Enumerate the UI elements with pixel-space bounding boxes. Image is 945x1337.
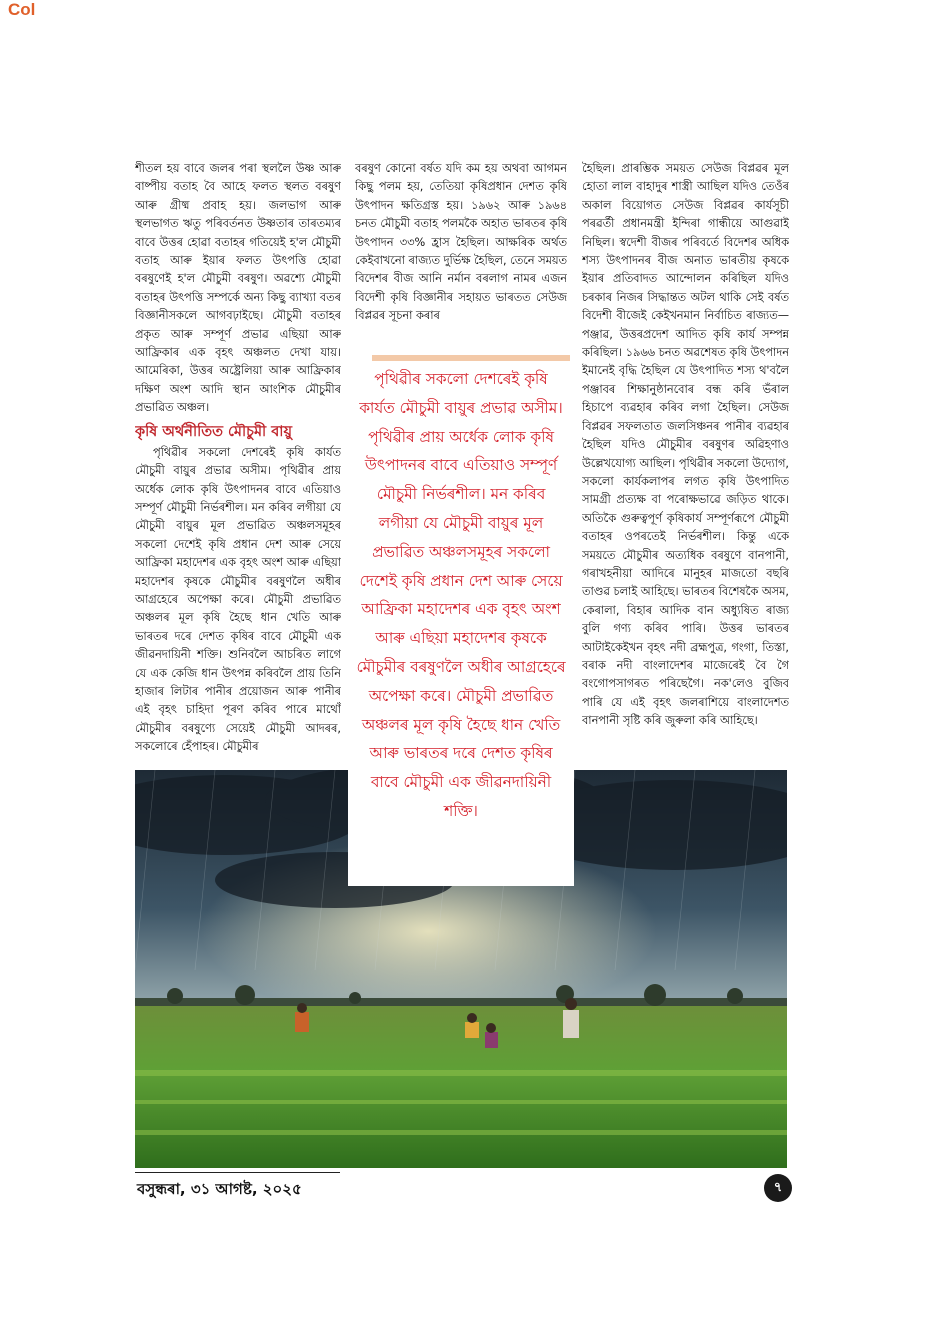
body-paragraph: শীতল হয় বাবে জলৰ পৰা স্থললৈ উষ্ণ আৰু বাষ্পীয় বতাহ বৈ আহে ফলত স্থলত বৰষুণ আৰু গ্ৰীষ্ম প্ৰবাহ হয়। জলভাগ আৰু স্থলভাগত ঋতু পৰিবৰ্তনত উষ্ণতাৰ তাৰতম্যৰ বাবে উত্তৰ হোৱা বতাহৰ গতিয়েই হ'ল মৌচুমী বতাহ আৰু ইয়াৰ ফলত উৎপত্তি হোৱা বৰষুণেই হ'ল মৌচুমী বৰষুণ। অৱশ্যে মৌচুমী বতাহৰ উৎপত্তি সম্পৰ্কে অন্য কিছু ব্যাখ্যা বতৰ বিজ্ঞানীসকলে আগবঢ়াইছে। মৌচুমী বতাহৰ প্ৰকৃত আৰু সম্পূৰ্ণ প্ৰভাৱ এছিয়া আৰু আফ্ৰিকাৰ এক বৃহৎ অঞ্চলত দেখা যায়। আমেৰিকা, উত্তৰ অষ্ট্ৰেলিয়া আৰু আফ্ৰিকাৰ দক্ষিণ অংশ আদি স্থান আংশিক মৌচুমীৰ প্ৰভাৱিত অঞ্চল। bbox=[135, 162, 341, 415]
pull-quote-text: পৃথিৱীৰ সকলো দেশৰেই কৃষি কাৰ্যত মৌচুমী বায়ুৰ প্ৰভাৱ অসীম। পৃথিৱীৰ প্ৰায় অৰ্ধেক লোক কৃষি উৎপাদনৰ বাবে এতিয়াও সম্পূৰ্ণ মৌচুমী নিৰ্ভৰশীল। মন কৰিব লগীয়া যে মৌচুমী বায়ুৰ মূল প্ৰভাৱিত অঞ্চলসমূহৰ সকলো দেশেই কৃষি প্ৰধান দেশ আৰু সেয়ে আফ্ৰিকা মহাদেশৰ এক বৃহৎ অংশ আৰু এছিয়া মহাদেশৰ কৃষকে মৌচুমীৰ বৰষুণলৈ অধীৰ আগ্ৰহেৰে অপেক্ষা কৰে। মৌচুমী প্ৰভাৱিত অঞ্চলৰ মূল কৃষি হৈছে ধান খেতি আৰু ভাৰতৰ দৰে দেশত কৃষিৰ বাবে মৌচুমী এক জীৱনদায়িনী শক্তি। bbox=[356, 370, 566, 820]
pull-quote-rule bbox=[372, 355, 570, 361]
page-number-badge: ৭ bbox=[764, 1174, 792, 1202]
body-paragraph: বৰষুণ কোনো বৰ্ষত যদি কম হয় অথবা আগমন কিছু পলম হয়, তেতিয়া কৃষিপ্ৰধান দেশত কৃষি উৎপাদন ক্ষতিগ্ৰস্ত হয়। ১৯৬২ আৰু ১৯৬৪ চনত মৌচুমী বতাহ পলমকৈ অহাত ভাৰতৰ কৃষি উৎপাদন ৩৩% হ্ৰাস হৈছিল। আক্ষৰিক অৰ্থত কেইবাখনো ৰাজ্যত দুৰ্ভিক্ষ হৈছিল, তেনে সময়ত বিদেশৰ বীজ আনি নৰ্মান বৰলাগ নামৰ এজন বিদেশী কৃষি বিজ্ঞানীৰ সহায়ত ভাৰতত সেউজ বিপ্লৱৰ সূচনা কৰাৰ bbox=[355, 162, 567, 323]
corner-mark: Col bbox=[8, 0, 36, 19]
body-paragraph: পৃথিৱীৰ সকলো দেশৰেই কৃষি কাৰ্যত মৌচুমী বায়ুৰ প্ৰভাৱ অসীম। পৃথিৱীৰ প্ৰায় অৰ্ধেক লোক কৃষি উৎপাদনৰ বাবে এতিয়াও সম্পূৰ্ণ মৌচুমী নিৰ্ভৰশীল। মন কৰিব লগীয়া যে মৌচুমী বায়ুৰ মূল প্ৰভাৱিত অঞ্চলসমূহৰ সকলো দেশেই কৃষি প্ৰধান দেশ আৰু সেয়ে আফ্ৰিকা মহাদেশৰ এক বৃহৎ অংশ আৰু এছিয়া মহাদেশৰ কৃষকে মৌচুমীৰ বৰষুণলৈ অধীৰ আগ্ৰহেৰে অপেক্ষা কৰে। মৌচুমী প্ৰভাৱিত অঞ্চলৰ মূল কৃষি হৈছে ধান খেতি আৰু ভাৰতৰ দৰে দেশত কৃষিৰ বাবে মৌচুমী এক জীৱনদায়িনী শক্তি। শুনিবলৈ আচৰিত লাগে যে এক কেজি ধান উৎপন্ন কৰিবলৈ প্ৰায় তিনি হাজাৰ লিটাৰ পানীৰ প্ৰয়োজন আৰু পানীৰ এই বৃহৎ চাহিদা পূৰণ কৰিব পাৰে মাথোঁ মৌচুমীৰ বৰষুণ্যে সেয়েই মৌচুমী আদৰৰ, সকলোৰে হেঁপাহৰ। মৌচুমীৰ bbox=[135, 445, 341, 754]
section-subheading: কৃষি অৰ্থনীতিত মৌচুমী বায়ু bbox=[135, 423, 293, 440]
body-paragraph: হৈছিল। প্ৰাৰম্ভিক সময়ত সেউজ বিপ্লৱৰ মূল হোতা লাল বাহাদুৰ শাস্ত্ৰী আছিল যদিও তেওঁৰ অকাল বিয়োগত সেউজ বিপ্লৱৰ কাৰ্যসূচী পৰৱৰ্তী প্ৰধানমন্ত্ৰী ইন্দিৰা গান্ধীয়ে আগুৱাই নিছিল। স্বদেশী বীজৰ পৰিবৰ্তে বিদেশৰ অধিক শস্য উৎপাদনৰ বীজ অনাত ভাৰতীয় কৃষকে ইয়াৰ প্ৰতিবাদত আন্দোলন কৰিছিল যদিও চৰকাৰ নিজৰ সিদ্ধান্তত অটল থাকি সেই বৰ্ষত বিদেশী বীজেই কেইখনমান নিৰ্বাচিত ৰাজ্যত— পঞ্জাৱ, উত্তৰপ্ৰদেশ আদিত কৃষি কাৰ্য সম্পন্ন কৰিছিল। ১৯৬৬ চনত অৱশেষত কৃষি উৎপাদন ইমানেই বৃদ্ধি হৈছিল যে উৎপাদিত শস্য থ'বলৈ পঞ্জাবৰ শিক্ষানুষ্ঠানবোৰ বন্ধ কৰি ভঁৰাল হিচাপে ব্যৱহাৰ কৰিব লগা হৈছিল। সেউজ বিপ্লৱৰ সফলতাত জলসিঞ্চনৰ পানীৰ ব্যৱহাৰ হৈছিল যদিও মৌচুমীৰ বৰষুণৰ অৱিহণাও উল্লেখযোগ্য আছিল। পৃথিৱীৰ সকলো উদ্যোগ, সকলো কাৰ্যকলাপৰ লগত কৃষি উৎপাদিত সামগ্ৰী প্ৰত্যক্ষ বা পৰোক্ষভাৱে জড়িত থাকে। অতিকৈ গুৰুত্বপূৰ্ণ কৃষিকাৰ্য সম্পূৰ্ণৰূপে মৌচুমী বতাহৰ ওপৰতেই নিৰ্ভৰশীল। কিন্তু একে সময়তে মৌচুমীৰ অত্যধিক বৰষুণে বানপানী, গৰাখহনীয়া আদিৰে মানুহৰ মাজতো বছৰি তাণ্ডৱ চলাই আহিছে। ভাৰতৰ বিশেষকৈ অসম, কেৰালা, বিহাৰ আদিক বান অধ্যুষিত ৰাজ্য বুলি গণ্য কৰিব পাৰি। উত্তৰ ভাৰতৰ আটাইকেইখন বৃহৎ নদী ব্ৰহ্মপুত্ৰ, গংগা, তিস্তা, বৰাক নদী বাংলাদেশৰ মাজেৰেই বৈ গৈ বংগোপসাগৰত পৰিছেগৈ। নক'লেও বুজিব পাৰি যে এই বৃহৎ জলৰাশিয়ে বাংলাদেশত বানপানী সৃষ্টি কৰি জুৰুলা কৰি আহিছে। bbox=[582, 162, 789, 728]
footer-rule bbox=[135, 1172, 340, 1173]
column-left bbox=[135, 160, 341, 770]
column-middle bbox=[355, 160, 567, 355]
column-right bbox=[582, 160, 789, 738]
publication-footer: বসুন্ধৰা, ৩১ আগষ্ট, ২০২৫ bbox=[137, 1180, 302, 1198]
pull-quote bbox=[352, 355, 570, 882]
